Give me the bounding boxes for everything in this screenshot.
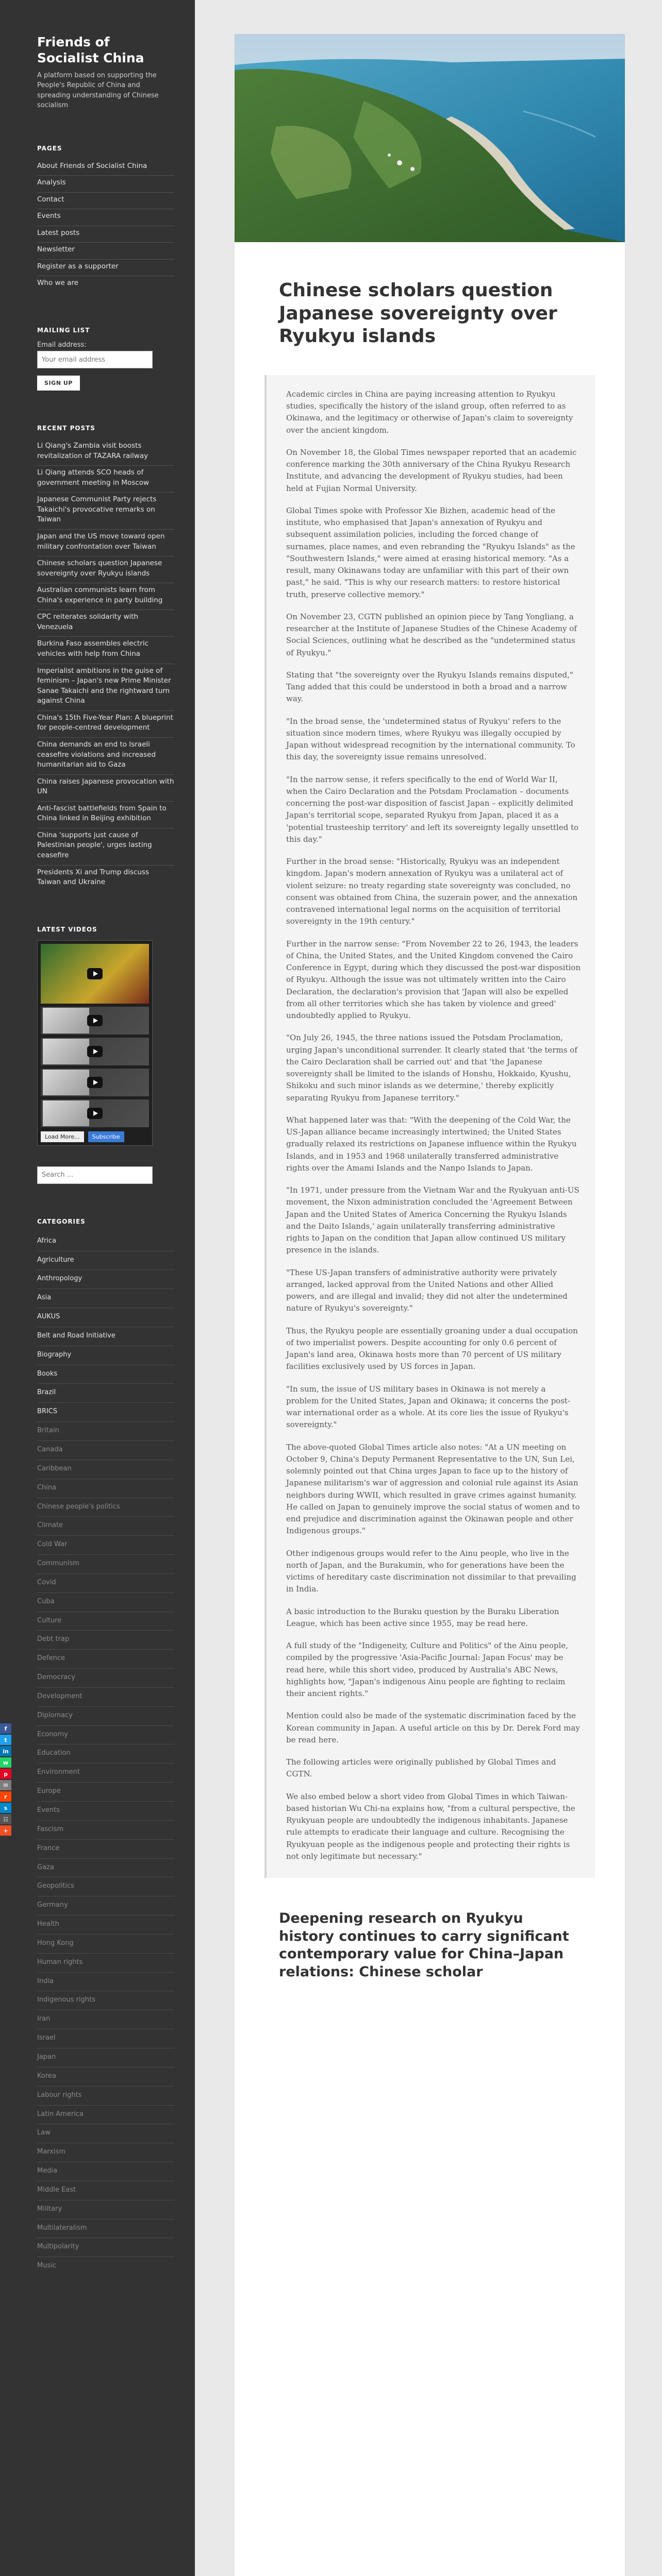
load-more-button[interactable]: Load More... — [41, 1131, 84, 1142]
article-paragraph: The following articles were originally published by Global Times and CGTN. — [286, 1757, 556, 1779]
article-paragraph: On November 18, the Global Times newspaper reported that an academic conference marking the 30th anniversary of the China Ryukyu Research Institute, and advancing the development of Ryukyu studies, had been held at Fujian Normal University. — [286, 447, 577, 493]
recent-post-link[interactable]: China 'supports just cause of Palestinian people', urges lasting ceasefire — [37, 828, 174, 865]
category-link[interactable]: Law — [37, 2124, 174, 2143]
category-link[interactable]: Economy — [37, 1725, 174, 1744]
category-link[interactable]: AUKUS — [37, 1308, 174, 1327]
article-paragraph: "In the broad sense, the 'undetermined status of Ryukyu' refers to the situation since modern times, where Ryukyu was illegally occupied by Japan without widespread recognition by the international community. To this day, the sovereignty issue remains unresolved. — [286, 716, 575, 762]
category-link[interactable]: Biography — [37, 1346, 174, 1365]
article — [235, 34, 625, 2576]
category-link[interactable]: Fascism — [37, 1820, 174, 1839]
category-link[interactable]: Middle East — [37, 2181, 174, 2200]
article-paragraph: "In the narrow sense, it refers specifically to the end of World War II, when the Cairo Declaration and the Potsdam Proclamation – documents concerning the post-war disposition of fascist Japan – explicitly delimited Japan's territorial scope, separated Ryukyu from Japan, placed it as a 'potential trusteeship territory' and left its sovereignty legally unsettled to this day." — [286, 774, 579, 844]
share-button[interactable]: ☷ — [0, 1814, 11, 1824]
category-link[interactable]: Communism — [37, 1554, 174, 1573]
video-thumbnail[interactable] — [41, 1069, 149, 1096]
category-link[interactable]: Human rights — [37, 1953, 174, 1972]
category-link[interactable]: Marxism — [37, 2143, 174, 2162]
category-link[interactable]: Belt and Road Initiative — [37, 1327, 174, 1346]
article-paragraph: Stating that "the sovereignty over the Ryukyu Islands remains disputed," Tang added that this could be understood in both a broad and a narrow way. — [286, 670, 573, 704]
play-icon — [87, 1108, 103, 1119]
page-link[interactable]: Events — [37, 209, 174, 226]
category-link[interactable]: Events — [37, 1801, 174, 1820]
category-link[interactable]: Anthropology — [37, 1269, 174, 1289]
category-link[interactable]: Geopolitics — [37, 1877, 174, 1896]
thumbnail-image — [43, 1008, 89, 1033]
category-link[interactable]: Latin America — [37, 2105, 174, 2124]
recent-post-link[interactable]: CPC reiterates solidarity with Venezuela — [37, 609, 174, 636]
article-paragraph: We also embed below a short video from Global Times in which Taiwan-based historian Wu Chi-na explains how, "from a cultural perspective, the Ryukyuan people are undoubtedly the indigenous inhabitants. Japanese rule attempts to eradicate their language and culture. Recognising the Ryukyuan people as the indigenous people and protecting their rights is not only legitimate but necessary." — [286, 1791, 575, 1861]
coastline-photo — [235, 34, 625, 242]
sign-up-button[interactable]: SIGN UP — [37, 376, 80, 391]
recent-post-link[interactable]: Japan and the US move toward open military confrontation over Taiwan — [37, 529, 174, 556]
article-paragraph: "These US-Japan transfers of administrative authority were privately arranged, lacked approval from the United Nations and other Allied powers, and are illegal and invalid; they did not alter the undetermined nature of Ryukyu's sovereignty." — [286, 1267, 568, 1313]
category-link[interactable]: France — [37, 1839, 174, 1858]
page-link[interactable]: Contact — [37, 192, 174, 209]
share-button[interactable]: + — [0, 1825, 11, 1836]
email-field[interactable] — [37, 351, 153, 368]
recent-post-link[interactable]: China demands an end to Israeli ceasefire violations and increased humanitarian aid to Gaza — [37, 737, 174, 774]
article-paragraph: Other indigenous groups would refer to the Ainu people, who live in the north of Japan, and the Burakumin, who for generations have been the victims of hereditary caste discrimination not dissimilar to that prevailing in India. — [286, 1548, 576, 1594]
recent-posts-list — [37, 439, 174, 892]
category-link[interactable]: Books — [37, 1365, 174, 1384]
category-link[interactable]: Indigenous rights — [37, 1991, 174, 2010]
page-link[interactable]: Who we are — [37, 276, 174, 293]
category-link[interactable]: Democracy — [37, 1668, 174, 1687]
recent-post-link[interactable]: Australian communists learn from China's experience in party building — [37, 583, 174, 609]
category-link[interactable]: Chinese people's politics — [37, 1498, 174, 1517]
category-link[interactable]: Diplomacy — [37, 1706, 174, 1725]
play-icon — [87, 1077, 103, 1088]
article-paragraph: Academic circles in China are paying increasing attention to Ryukyu studies, specifically the history of the island group, often referred to as Okinawa, and the legitimacy or otherwise of Japan's claim to sovereignty over the ancient kingdom. — [286, 389, 573, 435]
category-link[interactable]: Canada — [37, 1440, 174, 1460]
email-label: Email address: — [37, 341, 87, 349]
category-link[interactable]: Culture — [37, 1612, 174, 1631]
category-link[interactable]: BRICS — [37, 1402, 174, 1421]
category-link[interactable]: Education — [37, 1744, 174, 1763]
pages-list — [37, 159, 174, 293]
recent-posts-title: RECENT POSTS — [37, 425, 95, 432]
categories-list — [37, 1232, 174, 2276]
category-link[interactable]: Africa — [37, 1236, 57, 1245]
share-bar — [0, 1723, 11, 1837]
article-body — [264, 375, 595, 1878]
video-thumbnail[interactable] — [41, 1038, 149, 1065]
article-paragraph: What happened later was that: "With the deepening of the Cold War, the US-Japan alliance became increasingly intertwined; the United States gradually relaxed its restrictions on Japanese influence within the Ryukyu Islands, and in 1953 and 1968 unilaterally transferred administrative rights over the Amami Islands and the Nanpo Islands to Japan. — [286, 1115, 577, 1173]
category-link[interactable]: Asia — [37, 1289, 174, 1308]
recent-post-link[interactable]: Burkina Faso assembles electric vehicles with help from China — [37, 636, 174, 663]
hero-image — [235, 34, 625, 242]
category-link[interactable]: Development — [37, 1687, 174, 1706]
article-paragraph: "In 1971, under pressure from the Vietnam War and the Ryukyuan anti-US movement, the Nixon administration concluded the 'Agreement Between Japan and the United States of America Concerning the Ryukyu Islands and the Daito Islands,' again unilaterally transferring administrative rights to Japan on the condition that Japan allow continued US military presence in the islands. — [286, 1185, 580, 1255]
page-link[interactable]: Register as a supporter — [37, 259, 174, 276]
recent-post-link[interactable]: Japanese Communist Party rejects Takaichi's provocative remarks on Taiwan — [37, 492, 174, 529]
category-link[interactable]: Cold War — [37, 1535, 174, 1554]
thumbnail-image — [43, 1100, 89, 1126]
subscribe-button[interactable]: Subscribe — [88, 1131, 124, 1142]
category-link[interactable]: Climate — [37, 1516, 174, 1535]
article-paragraph: "In sum, the issue of US military bases in Okinawa is not merely a problem for the United States, Japan and Okinawa; it concerns the post-war international order as a whole. At its core lies the issue of Ryukyu's sovereignty." — [286, 1384, 571, 1430]
video-thumbnail[interactable] — [41, 1099, 149, 1127]
category-link[interactable]: Israel — [37, 2029, 174, 2048]
category-link[interactable]: Iran — [37, 2010, 174, 2029]
thumbnail-image — [43, 1039, 89, 1064]
page-link[interactable]: About Friends of Socialist China — [37, 161, 147, 170]
category-link[interactable]: Gaza — [37, 1858, 174, 1877]
category-link[interactable]: China — [37, 1479, 174, 1498]
recent-post-link[interactable]: Anti-fascist battlefields from Spain to China linked in Beijing exhibition — [37, 801, 174, 828]
featured-video[interactable] — [41, 944, 149, 1004]
category-link[interactable]: Cuba — [37, 1592, 174, 1612]
category-link[interactable]: Germany — [37, 1896, 174, 1915]
play-icon — [87, 1015, 103, 1026]
page-link[interactable]: Latest posts — [37, 226, 174, 243]
article-paragraph: Thus, the Ryukyu people are essentially groaning under a dual occupation of two imperialist powers. Despite accounting for only 0.6 percent of Japan's land area, Okinawa hosts more than 70 percent of US military facilities exclusively used by US forces in Japan. — [286, 1326, 578, 1371]
share-button[interactable]: p — [0, 1769, 11, 1779]
category-link[interactable]: Brazil — [37, 1383, 174, 1402]
category-link[interactable]: Media — [37, 2162, 174, 2181]
video-thumbnail[interactable] — [41, 1007, 149, 1035]
category-link[interactable]: Agriculture — [37, 1251, 174, 1270]
site-title[interactable]: Friends of Socialist China — [37, 35, 144, 66]
categories-title: CATEGORIES — [37, 1217, 86, 1225]
share-button[interactable]: in — [0, 1746, 11, 1756]
mailing-list-title: MAILING LIST — [37, 327, 90, 334]
next-article-title[interactable]: Deepening research on Ryukyu history continues to carry significant contemporary value for China–Japan relations: Chinese scholar — [279, 1910, 569, 1980]
category-link[interactable]: Labour rights — [37, 2086, 174, 2105]
category-link[interactable]: Environment — [37, 1763, 174, 1782]
category-link[interactable]: Britain — [37, 1421, 174, 1440]
category-link[interactable]: Health — [37, 1915, 174, 1934]
recent-post-link[interactable]: Presidents Xi and Trump discuss Taiwan and Ukraine — [37, 865, 174, 892]
share-button[interactable]: t — [0, 1735, 11, 1745]
category-link[interactable]: Debt trap — [37, 1630, 174, 1649]
recent-post-link[interactable]: Li Qiang attends SCO heads of government meeting in Moscow — [37, 465, 174, 492]
page-link[interactable]: Newsletter — [37, 242, 174, 259]
category-link[interactable]: India — [37, 1972, 174, 1991]
share-button[interactable]: s — [0, 1803, 11, 1813]
recent-post-link[interactable]: China's 15th Five-Year Plan: A blueprint for people-centred development — [37, 710, 174, 737]
article-paragraph: A basic introduction to the Buraku question by the Buraku Liberation League, which has been active since 1955, may be read here. — [286, 1606, 559, 1628]
article-paragraph: "On July 26, 1945, the three nations issued the Potsdam Proclamation, urging Japan's unconditional surrender. It clearly stated that 'the terms of the Cairo Declaration shall be carried out' and that 'the Japanese sovereignty shall be limited to the islands of Honshu, Hokkaido, Kyushu, Shikoku and such minor islands as we determine,' thereby explicitly separating Ryukyu from Japanese territory." — [286, 1033, 577, 1103]
category-link[interactable]: Europe — [37, 1782, 174, 1801]
recent-post-link[interactable]: Chinese scholars question Japanese sovereignty over Ryukyu islands — [37, 556, 174, 583]
article-paragraph: Further in the narrow sense: "From November 22 to 26, 1943, the leaders of China, the United States, and the United Kingdom convened the Cairo Conference in Egypt, during which they discussed the post-war disposition of Ryukyu. Although the issue was not ultimately written into the Cairo Declaration, the declaration's provision that 'Japan will also be expelled from all other territories which she has taken by violence and greed' undoubtedly applied to Ryukyu. — [286, 939, 581, 1021]
sidebar — [0, 0, 195, 2576]
category-link[interactable]: Korea — [37, 2067, 174, 2086]
share-button[interactable]: ✉ — [0, 1780, 11, 1790]
article-paragraph: Global Times spoke with Professor Xie Bizhen, academic head of the institute, who emphasised that Japan's annexation of Ryukyu and subsequent assimilation policies, including the forced change of surnames, place names, and even rebranding the "Ryukyu Islands" as the "Southwestern Islands," were aimed at erasing historical memory. "As a result, many Okinawans today are unfamiliar with this part of their own past," he said. "This is why our research matters: to restore historical truth, preserve collective memory." — [286, 505, 575, 599]
category-link[interactable]: Defence — [37, 1649, 174, 1668]
recent-post-link[interactable]: China raises Japanese provocation with UN — [37, 774, 174, 801]
category-link[interactable]: Hong Kong — [37, 1934, 174, 1953]
recent-post-link[interactable]: Imperialist ambitions in the guise of feminism – Japan's new Prime Minister Sanae Takaichi and the rightward turn against China — [37, 664, 174, 710]
category-link[interactable]: Japan — [37, 2048, 174, 2067]
page-link[interactable]: Analysis — [37, 175, 174, 192]
latest-videos-title: LATEST VIDEOS — [37, 925, 97, 933]
play-icon — [87, 1046, 103, 1057]
category-link[interactable]: Caribbean — [37, 1460, 174, 1479]
site-description: A platform based on supporting the People's Republic of China and spreading understanding of Chinese socialism — [37, 71, 159, 109]
category-link[interactable]: Covid — [37, 1573, 174, 1592]
article-title[interactable]: Chinese scholars question Japanese sovereignty over Ryukyu islands — [279, 280, 557, 347]
article-header — [235, 242, 625, 348]
article-paragraph: On November 23, CGTN published an opinion piece by Tang Yongliang, a researcher at the Institute of Japanese Studies of the Chinese Academy of Social Sciences, outlining what he described as the "undetermined status of Ryukyu." — [286, 612, 577, 657]
thumbnail-image — [43, 1070, 89, 1095]
search-input[interactable] — [37, 1166, 153, 1184]
share-button[interactable]: r — [0, 1791, 11, 1802]
category-link[interactable]: Multipolarity — [37, 2238, 174, 2257]
video-widget — [37, 940, 153, 1146]
share-button[interactable]: f — [0, 1723, 11, 1734]
pages-widget-title: PAGES — [37, 144, 62, 152]
recent-post-link[interactable]: Li Qiang's Zambia visit boosts revitalization of TAZARA railway — [37, 442, 148, 460]
article-paragraph: A full study of the "Indigeneity, Culture and Politics" of the Ainu people, compiled by the progressive 'Asia-Pacific Journal: Japan Focus' may be read here, while this short video, produced by Australia's ABC News, highlights how, "Japan's indigenous Ainu people are fighting to reclaim their ancient rights." — [286, 1641, 568, 1699]
category-link[interactable]: Military — [37, 2200, 174, 2219]
category-link[interactable]: Multilateralism — [37, 2219, 174, 2238]
video-footer — [41, 1131, 149, 1142]
article-paragraph: Mention could also be made of the systematic discrimination faced by the Korean community in Japan. A useful article on this by Dr. Derek Ford may be read here. — [286, 1711, 580, 1744]
play-icon — [87, 968, 103, 979]
share-button[interactable]: w — [0, 1757, 11, 1768]
article-paragraph: Further in the broad sense: "Historically, Ryukyu was an independent kingdom. Japan's modern annexation of Ryukyu was a unilateral act of violent seizure: no treaty regarding state sovereignty was concluded, no consent was obtained from China, the suzerain power, and the annexation contravened international legal norms on the acquisition of territorial sovereignty in the 19th century." — [286, 857, 578, 926]
category-link[interactable]: Music — [37, 2257, 174, 2276]
article-paragraph: The above-quoted Global Times article also notes: "At a UN meeting on October 9, China's Deputy Permanent Representative to the UN, Sun Lei, solemnly pointed out that China urges Japan to face up to the history of Japanese militarism's war of aggression and colonial rule against its Asian neighbors during WWII, which resulted in grave crimes against humanity. He called on Japan to genuinely improve the social status of women and to end prejudice and discrimination against the Okinawan people and other Indigenous groups." — [286, 1442, 580, 1536]
